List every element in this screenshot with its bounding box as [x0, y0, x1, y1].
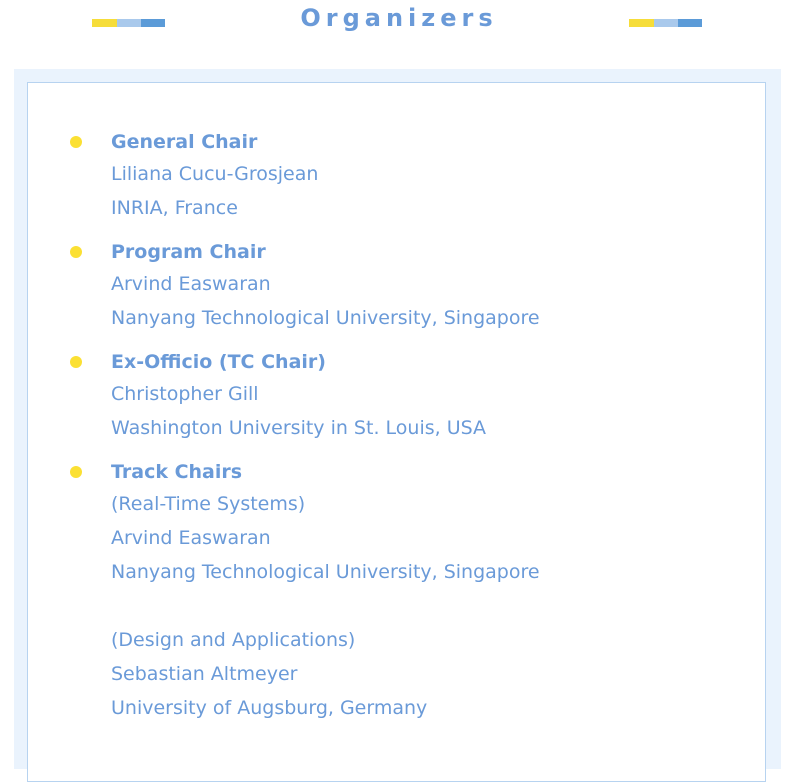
track-name: (Real-Time Systems): [111, 493, 306, 515]
person-affiliation: Nanyang Technological University, Singapore: [111, 307, 540, 329]
role-title: Program Chair: [111, 241, 266, 263]
organizers-panel: [14, 69, 781, 769]
person-affiliation: INRIA, France: [111, 197, 238, 219]
role-title: Track Chairs: [111, 461, 243, 483]
person-affiliation: Nanyang Technological University, Singapore: [111, 561, 540, 583]
role-ex-officio: [28, 347, 765, 445]
person-name: Sebastian Altmeyer: [111, 663, 298, 685]
bullet-dot-icon: [70, 356, 82, 368]
organizers-list: [28, 127, 765, 737]
person-name: Christopher Gill: [111, 383, 259, 405]
track-name: (Design and Applications): [111, 629, 356, 651]
organizers-card: [27, 82, 766, 782]
decorative-bar-right: [629, 19, 702, 27]
role-program-chair: [28, 237, 765, 335]
role-general-chair: [28, 127, 765, 225]
person-affiliation: University of Augsburg, Germany: [111, 697, 428, 719]
bullet-dot-icon: [70, 246, 82, 258]
role-title: Ex-Officio (TC Chair): [111, 351, 326, 373]
section-header: [0, 0, 798, 60]
bullet-dot-icon: [70, 136, 82, 148]
person-name: Arvind Easwaran: [111, 527, 271, 549]
page-title: Organizers: [300, 4, 498, 32]
person-affiliation: Washington University in St. Louis, USA: [111, 417, 487, 439]
role-track-chairs: [28, 457, 765, 725]
role-title: General Chair: [111, 131, 258, 153]
person-name: Liliana Cucu-Grosjean: [111, 163, 319, 185]
bullet-dot-icon: [70, 466, 82, 478]
person-name: Arvind Easwaran: [111, 273, 271, 295]
